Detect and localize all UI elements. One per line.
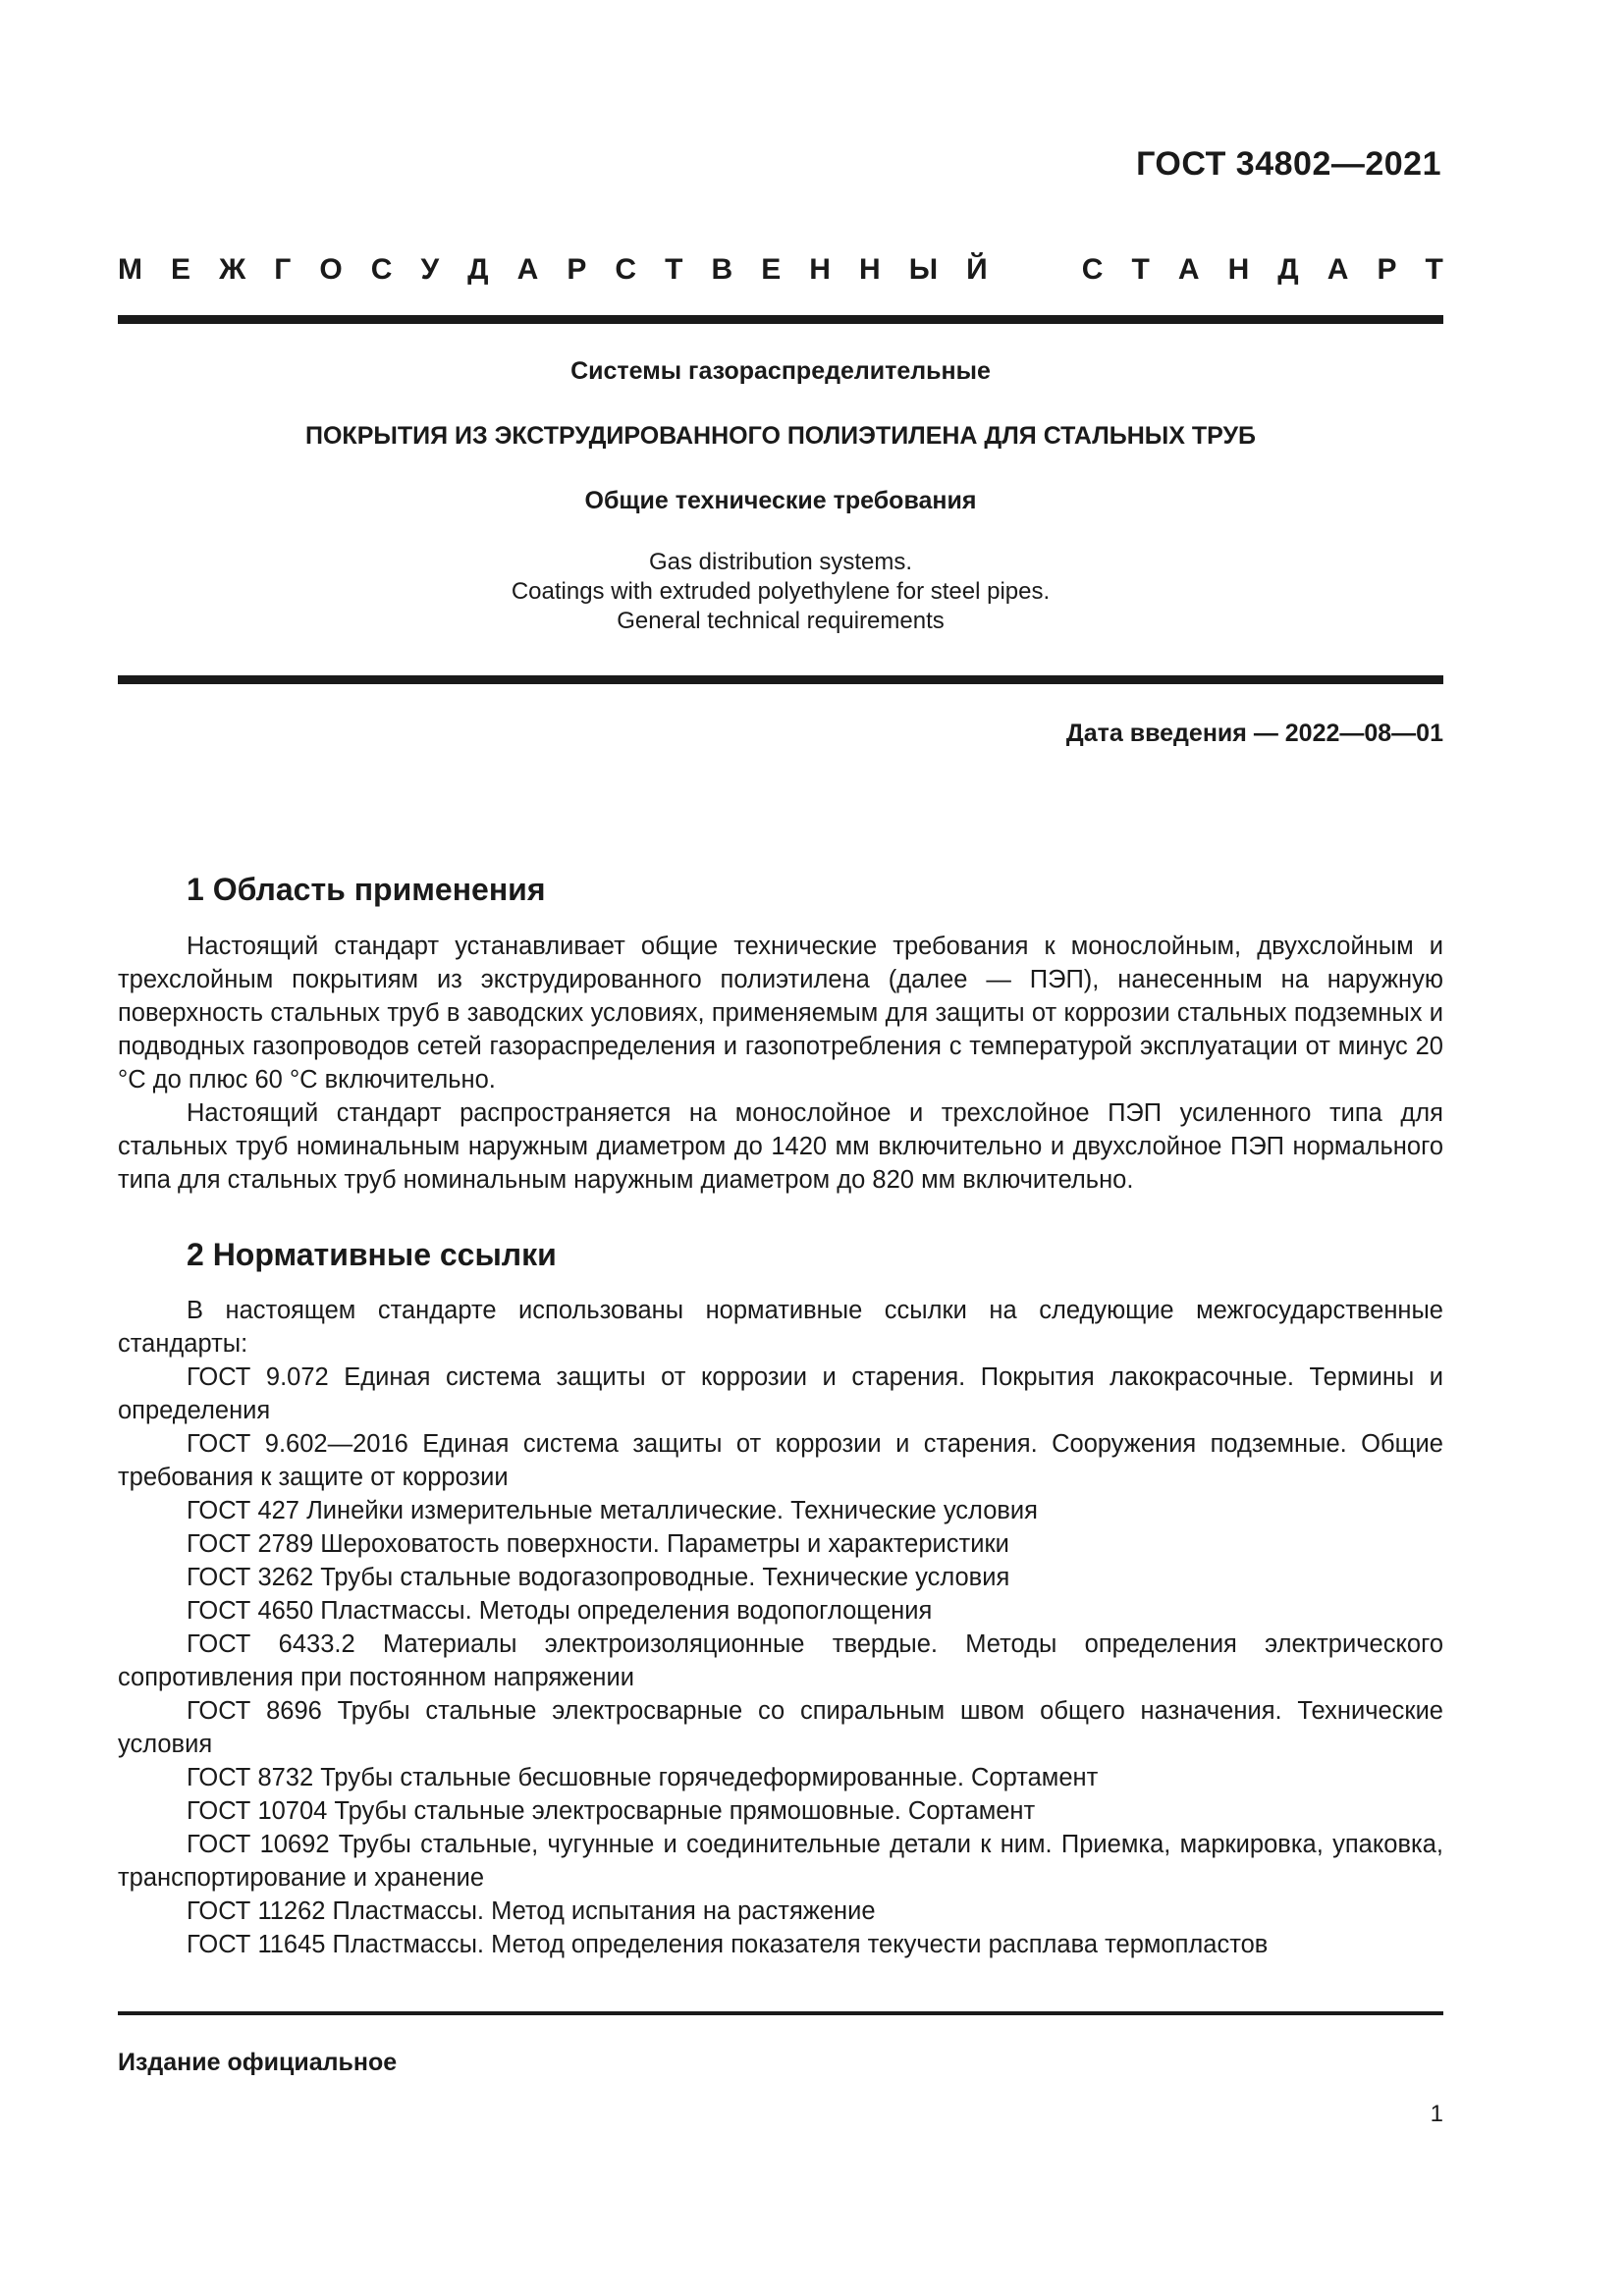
series-letter: Н xyxy=(1227,253,1250,286)
edition-label: Издание официальное xyxy=(118,2049,398,2076)
english-title xyxy=(118,548,1443,636)
series-letter: Н xyxy=(809,253,831,286)
series-letter: Ы xyxy=(908,253,939,286)
series-letter: Ж xyxy=(219,253,246,286)
english-title-line: Coatings with extruded polyethylene for steel pipes. xyxy=(511,578,1051,605)
series-letter: А xyxy=(516,253,539,286)
series-letter: Й xyxy=(966,253,988,286)
paragraph: Настоящий стандарт устанавливает общие технические требования к монослойным, двухслойным и трехслойным покрытиям из экструдированного полиэтилена (далее — ПЭП), нанесенным на наружную поверхность стальных труб в заводских условиях, применяемым для защиты от коррозии стальных подземных и подводных газопроводов сетей газораспределения и газопотребления с температурой эксплуатации от минус 20 °С до плюс 60 °С включительно. xyxy=(118,933,1443,1094)
reference-item: ГОСТ 9.602—2016 Единая система защиты от коррозии и старения. Сооружения подземные. Общие требования к защите от коррозии xyxy=(118,1430,1443,1491)
reference-item: ГОСТ 11645 Пластмассы. Метод определения показателя текучести расплава термопластов xyxy=(187,1931,1269,1958)
series-letter: В xyxy=(711,253,733,286)
section-1-heading: 1 Область применения xyxy=(187,872,546,907)
series-letter: А xyxy=(1177,253,1200,286)
top-divider xyxy=(118,315,1443,324)
series-letter: Т xyxy=(665,253,683,286)
footer-divider xyxy=(118,2011,1443,2015)
standard-type-heading xyxy=(118,253,1443,287)
series-letter: Г xyxy=(274,253,292,286)
series-letter: С xyxy=(615,253,637,286)
series-letter: Р xyxy=(567,253,587,286)
series-letter: С xyxy=(1081,253,1104,286)
series-letter: С xyxy=(370,253,393,286)
series-letter: А xyxy=(1326,253,1349,286)
reference-item: ГОСТ 11262 Пластмассы. Метод испытания на растяжение xyxy=(187,1897,876,1925)
title-line-1: Системы газораспределительные xyxy=(570,357,991,385)
section-2-body xyxy=(118,1294,1443,1961)
series-letter: М xyxy=(118,253,142,286)
section-1-body xyxy=(118,930,1443,1197)
series-letter: Е xyxy=(171,253,191,286)
page-number: 1 xyxy=(1430,2101,1443,2127)
reference-item: ГОСТ 10704 Трубы стальные электросварные прямошовные. Сортамент xyxy=(187,1797,1036,1825)
series-letter: О xyxy=(319,253,343,286)
reference-item: ГОСТ 3262 Трубы стальные водогазопроводные. Технические условия xyxy=(187,1564,1010,1591)
reference-item: ГОСТ 6433.2 Материалы электроизоляционные твердые. Методы определения электрического сопротивления при постоянном напряжении xyxy=(118,1630,1443,1691)
english-title-line: General technical requirements xyxy=(617,608,945,634)
section-2-heading: 2 Нормативные ссылки xyxy=(187,1237,557,1272)
reference-item: ГОСТ 8696 Трубы стальные электросварные со спиральным швом общего назначения. Технические условия xyxy=(118,1697,1443,1758)
series-letter: Т xyxy=(1131,253,1150,286)
series-letter: Н xyxy=(858,253,881,286)
paragraph: В настоящем стандарте использованы нормативные ссылки на следующие межгосударственные стандарты: xyxy=(118,1297,1443,1358)
title-divider xyxy=(118,675,1443,684)
series-letter: Е xyxy=(761,253,782,286)
series-letter: Д xyxy=(467,253,489,286)
reference-item: ГОСТ 8732 Трубы стальные бесшовные горячедеформированные. Сортамент xyxy=(187,1764,1099,1791)
reference-item: ГОСТ 2789 Шероховатость поверхности. Параметры и характеристики xyxy=(187,1530,1009,1558)
series-letter: Т xyxy=(1425,253,1443,286)
title-line-2: ПОКРЫТИЯ ИЗ ЭКСТРУДИРОВАННОГО ПОЛИЭТИЛЕНА ДЛЯ СТАЛЬНЫХ ТРУБ xyxy=(305,422,1256,450)
title-line-3: Общие технические требования xyxy=(584,487,977,514)
reference-item: ГОСТ 427 Линейки измерительные металлические. Технические условия xyxy=(187,1497,1038,1524)
paragraph: Настоящий стандарт распространяется на монослойное и трехслойное ПЭП усиленного типа для стальных труб номинальным наружным диаметром до 1420 мм включительно и двухслойное ПЭП нормального типа для стальных труб номинальным наружным диаметром до 820 мм включительно. xyxy=(118,1099,1443,1194)
series-letter: Р xyxy=(1377,253,1397,286)
reference-item: ГОСТ 9.072 Единая система защиты от коррозии и старения. Покрытия лакокрасочные. Термины и определения xyxy=(118,1363,1443,1424)
series-letter: Д xyxy=(1277,253,1299,286)
series-letter: У xyxy=(420,253,440,286)
series-letter xyxy=(1016,253,1054,287)
reference-item: ГОСТ 4650 Пластмассы. Методы определения водопоглощения xyxy=(187,1597,933,1625)
document-number: ГОСТ 34802—2021 xyxy=(1136,145,1441,183)
reference-item: ГОСТ 10692 Трубы стальные, чугунные и соединительные детали к ним. Приемка, маркировка, упаковка, транспортирование и хранение xyxy=(118,1831,1443,1892)
introduction-date: Дата введения — 2022—08—01 xyxy=(1065,720,1443,747)
english-title-line: Gas distribution systems. xyxy=(648,549,913,575)
